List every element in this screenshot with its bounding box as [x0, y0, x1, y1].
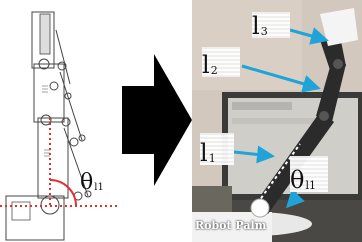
l1-main: l: [200, 139, 208, 167]
schematic-linkage-bar: [60, 72, 82, 140]
schematic-ticks: [42, 86, 50, 156]
arrow-l1: [234, 152, 272, 156]
schematic-base: [6, 196, 64, 240]
theta-subscript: l1: [94, 182, 104, 193]
arrow-l2: [242, 66, 318, 88]
robot-photo-panel: [192, 0, 362, 242]
l2-subscript: 2: [210, 64, 218, 77]
robot-palm-caption: Robot Palm: [195, 219, 267, 232]
l2-main: l: [202, 51, 210, 79]
l1-subscript: 1: [208, 152, 216, 165]
angle-arc-red: [50, 180, 76, 206]
label-l3: [252, 12, 290, 38]
theta-right-subscript: l1: [305, 179, 316, 192]
theta-right-main: θ: [290, 166, 305, 194]
l3-subscript: 3: [260, 25, 268, 38]
schematic-proximal-link: [38, 118, 68, 198]
l3-main: l: [252, 12, 260, 40]
label-l2: [202, 47, 240, 77]
schematic-middle-link: [34, 64, 64, 122]
theta-symbol: θ: [80, 170, 94, 195]
label-l1: [200, 133, 234, 165]
theta-l1-label-left: [80, 172, 104, 194]
schematic-linkage-bar: [56, 30, 70, 84]
theta-l1-label-right: [290, 156, 328, 192]
transition-arrow: [118, 50, 194, 190]
finger-schematic: [0, 0, 120, 242]
schematic-fingertip: [40, 14, 50, 54]
arrow-l3: [290, 30, 326, 40]
schematic-base-inner: [12, 202, 30, 220]
